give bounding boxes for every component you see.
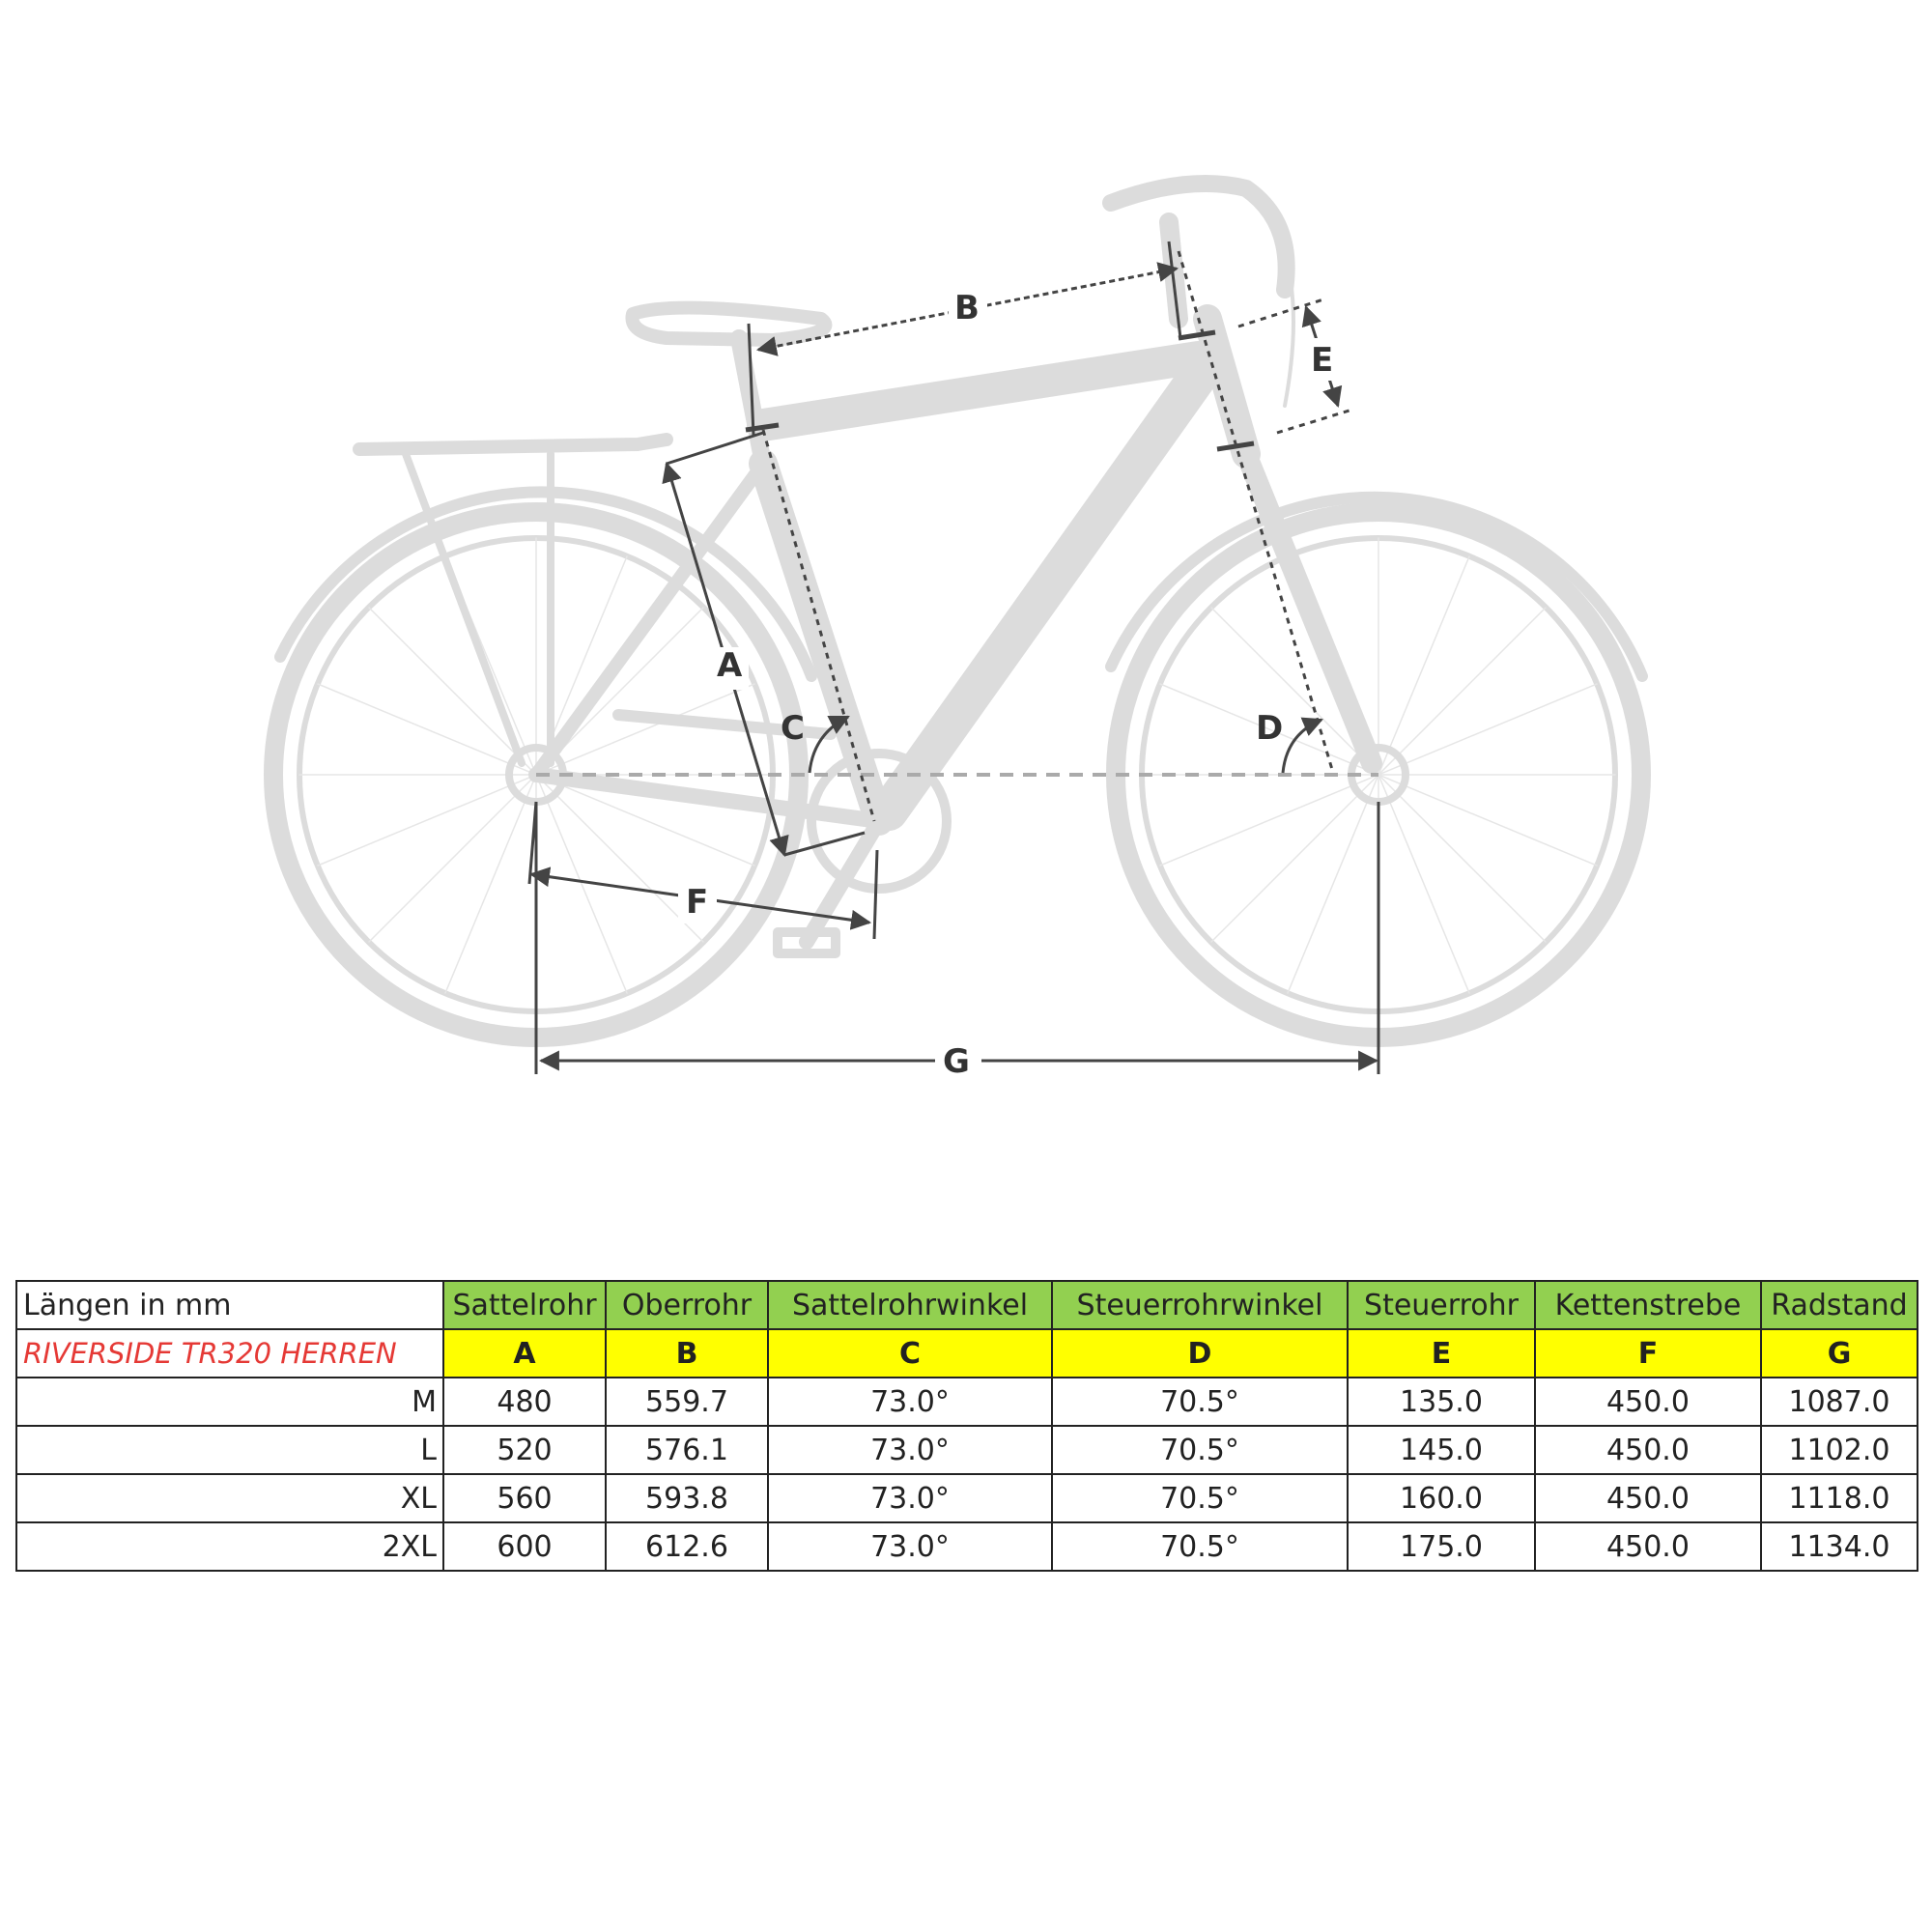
table-cell: 1102.0 — [1761, 1426, 1918, 1474]
table-cell: 1134.0 — [1761, 1522, 1918, 1571]
table-cell: 73.0° — [768, 1426, 1052, 1474]
size-label: L — [16, 1426, 443, 1474]
frame — [536, 319, 1372, 821]
table-cell: 450.0 — [1535, 1378, 1761, 1426]
label-c: C — [781, 709, 805, 748]
saddle — [632, 308, 825, 340]
angle-arc-d — [1283, 720, 1321, 773]
table-cell: 73.0° — [768, 1474, 1052, 1522]
handlebar — [1111, 184, 1287, 290]
table-cell: 450.0 — [1535, 1474, 1761, 1522]
table-cell: 145.0 — [1348, 1426, 1535, 1474]
table-row — [16, 1426, 1918, 1474]
table-cell: 73.0° — [768, 1378, 1052, 1426]
header-row — [16, 1281, 1918, 1329]
dimension-lines — [529, 242, 1378, 1074]
column-header-c: Sattelrohrwinkel — [768, 1281, 1052, 1329]
column-header-b: Oberrohr — [606, 1281, 768, 1329]
label-a: A — [717, 646, 743, 685]
table-cell: 1087.0 — [1761, 1378, 1918, 1426]
column-letter: G — [1761, 1329, 1918, 1378]
table-row — [16, 1474, 1918, 1522]
table-cell: 480 — [443, 1378, 606, 1426]
column-header-f: Kettenstrebe — [1535, 1281, 1761, 1329]
column-letter: D — [1052, 1329, 1348, 1378]
table-cell: 600 — [443, 1522, 606, 1571]
column-letter: A — [443, 1329, 606, 1378]
table-cell: 135.0 — [1348, 1378, 1535, 1426]
table-cell: 450.0 — [1535, 1522, 1761, 1571]
table-cell: 559.7 — [606, 1378, 768, 1426]
column-letter: B — [606, 1329, 768, 1378]
size-label: M — [16, 1378, 443, 1426]
table-row — [16, 1378, 1918, 1426]
model-name: RIVERSIDE TR320 HERREN — [16, 1329, 443, 1378]
corner-label: Längen in mm — [16, 1281, 443, 1329]
column-header-d: Steuerrohrwinkel — [1052, 1281, 1348, 1329]
table-cell: 160.0 — [1348, 1474, 1535, 1522]
table-cell: 175.0 — [1348, 1522, 1535, 1571]
table-cell: 450.0 — [1535, 1426, 1761, 1474]
column-letter: C — [768, 1329, 1052, 1378]
label-b: B — [954, 289, 980, 327]
table-cell: 70.5° — [1052, 1522, 1348, 1571]
label-f: F — [686, 883, 709, 922]
size-label: 2XL — [16, 1522, 443, 1571]
table-row — [16, 1522, 1918, 1571]
label-e: E — [1311, 341, 1334, 380]
table-cell: 70.5° — [1052, 1426, 1348, 1474]
table-cell: 560 — [443, 1474, 606, 1522]
table-cell: 593.8 — [606, 1474, 768, 1522]
column-header-e: Steuerrohr — [1348, 1281, 1535, 1329]
table-cell: 520 — [443, 1426, 606, 1474]
table-cell: 612.6 — [606, 1522, 768, 1571]
column-header-a: Sattelrohr — [443, 1281, 606, 1329]
size-label: XL — [16, 1474, 443, 1522]
table-cell: 73.0° — [768, 1522, 1052, 1571]
column-header-g: Radstand — [1761, 1281, 1918, 1329]
letter-row — [16, 1329, 1918, 1378]
geometry-table — [15, 1280, 1918, 1572]
label-d: D — [1256, 709, 1284, 748]
table-cell: 70.5° — [1052, 1474, 1348, 1522]
table-cell: 70.5° — [1052, 1378, 1348, 1426]
table-cell: 576.1 — [606, 1426, 768, 1474]
column-letter: E — [1348, 1329, 1535, 1378]
table-cell: 1118.0 — [1761, 1474, 1918, 1522]
column-letter: F — [1535, 1329, 1761, 1378]
label-g: G — [943, 1042, 970, 1081]
